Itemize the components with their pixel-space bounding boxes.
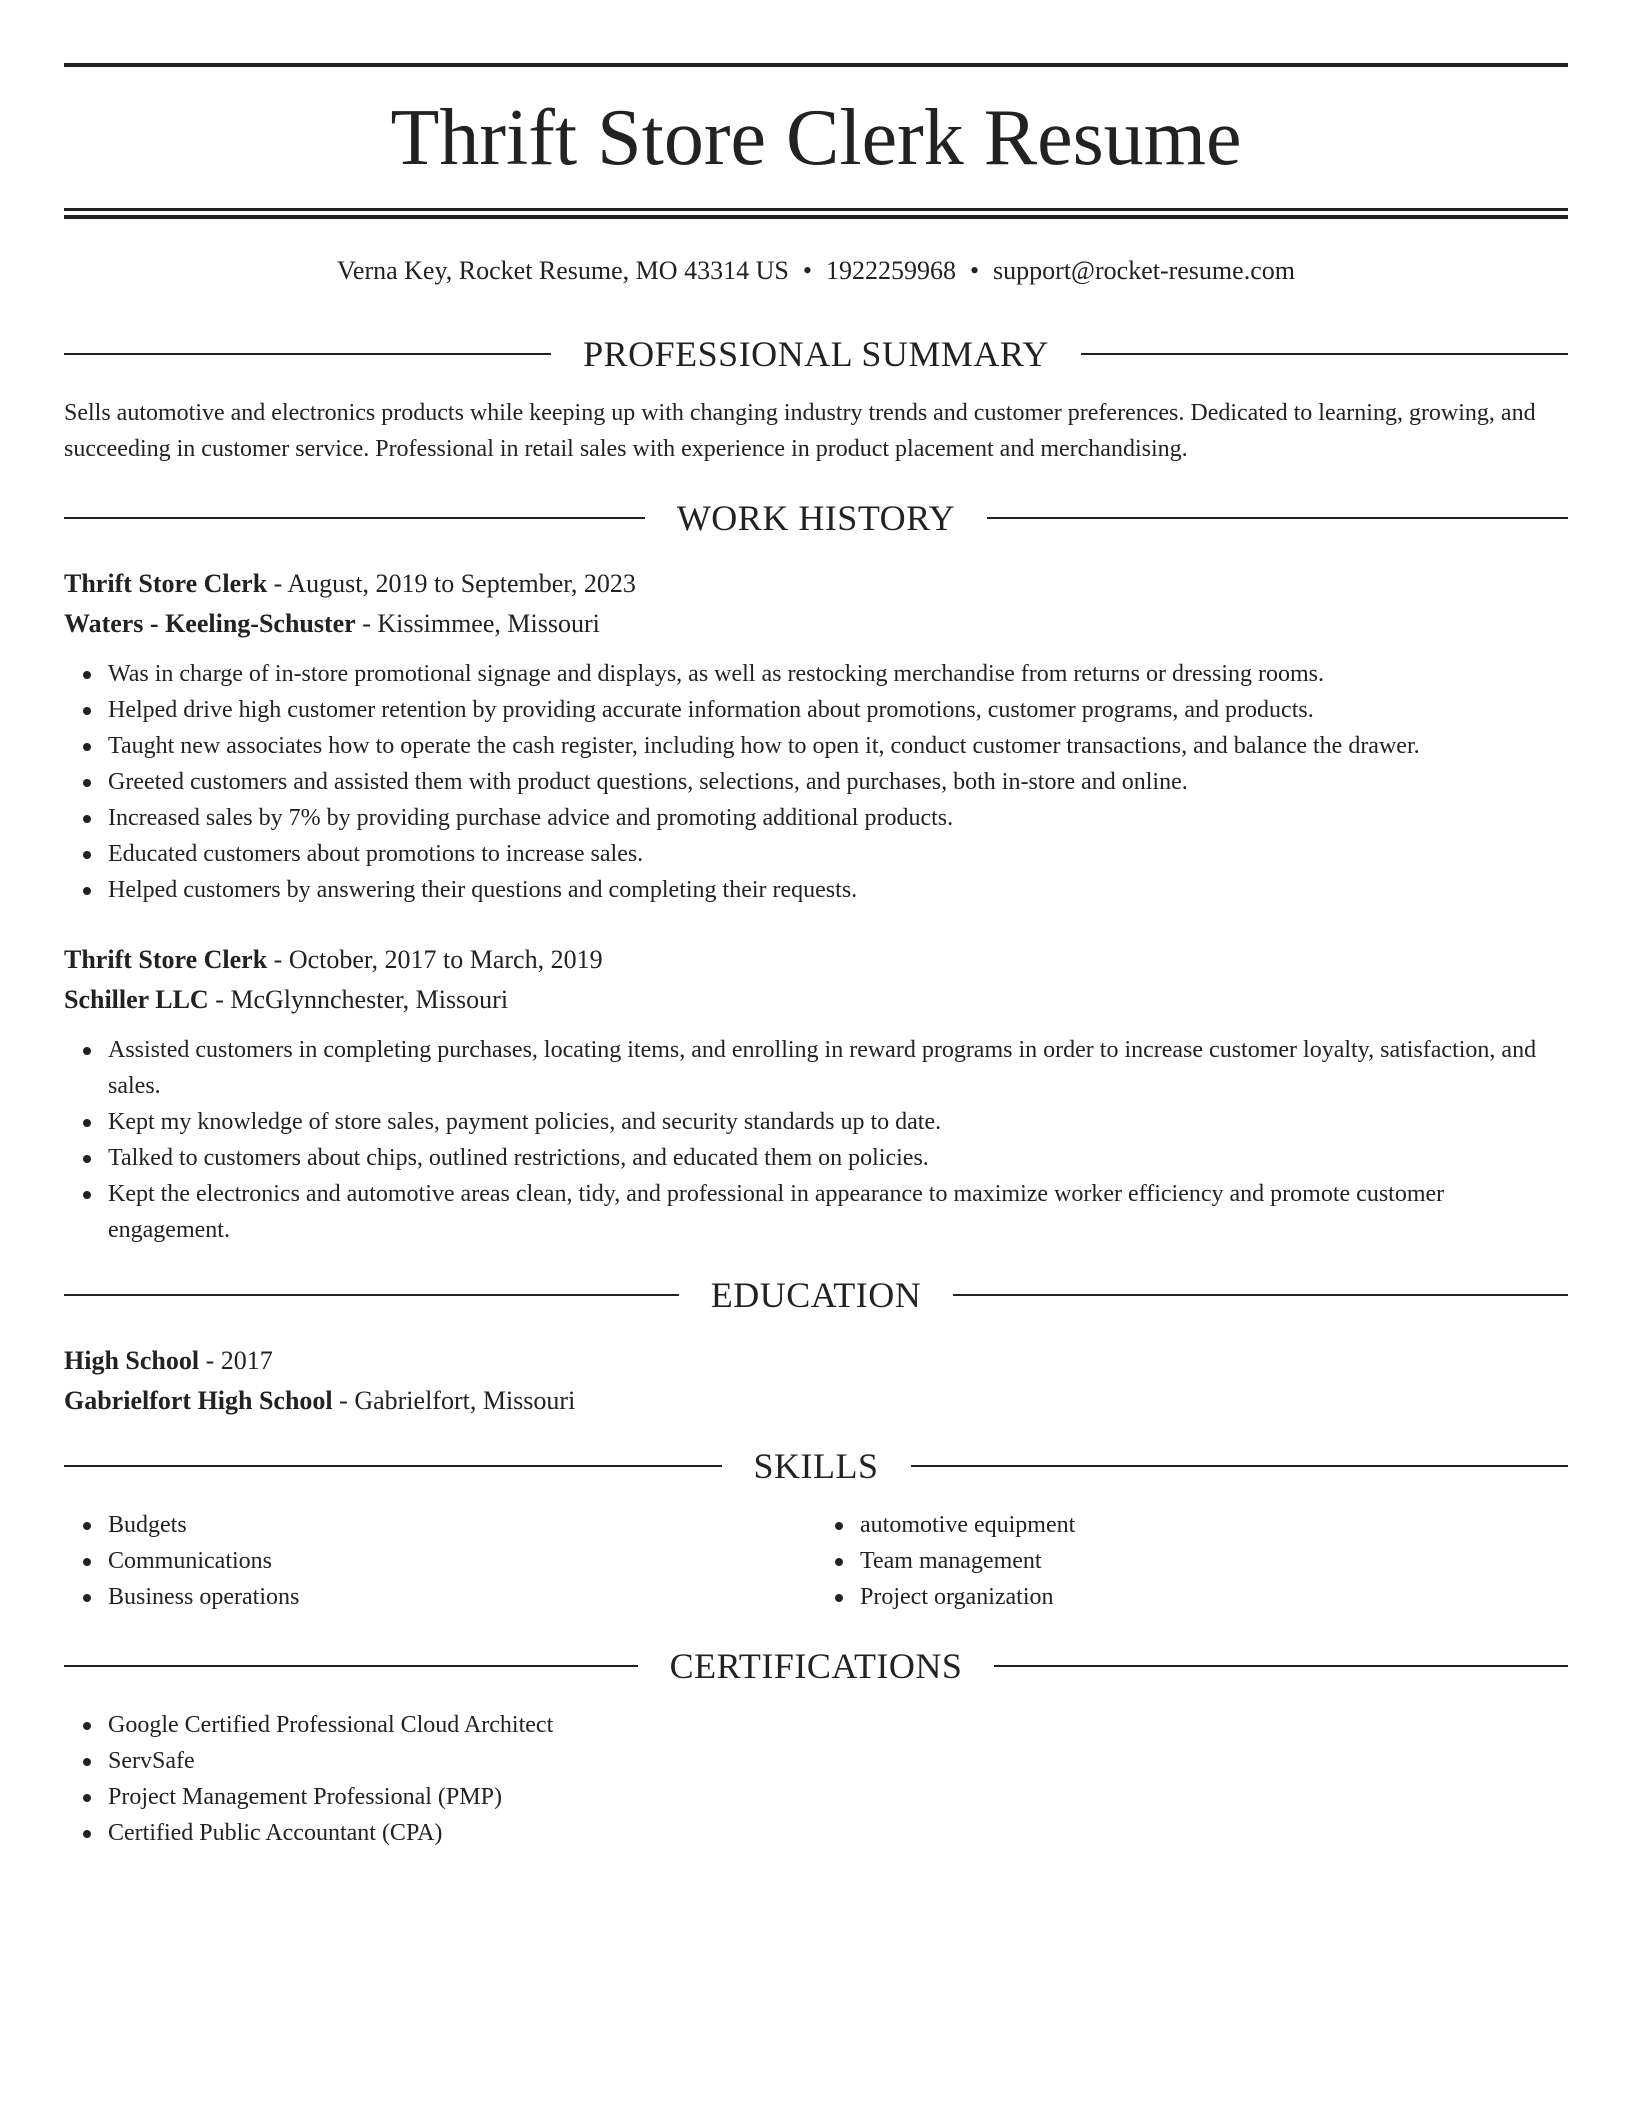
contact-separator: • <box>969 256 980 285</box>
heading-rule <box>64 353 551 355</box>
heading-rule <box>64 517 645 519</box>
heading-rule <box>911 1465 1569 1467</box>
list-item: Kept the electronics and automotive areas clean, tidy, and professional in appearance to maximize worker efficiency and promote customer engagement. <box>108 1176 1568 1248</box>
certifications-block <box>64 1707 1568 1851</box>
graduation-year: - 2017 <box>199 1346 273 1375</box>
education-entry <box>64 1341 1568 1421</box>
section-title: CERTIFICATIONS <box>669 1646 963 1686</box>
skill-item: Communications <box>108 1543 816 1579</box>
job-title: Thrift Store Clerk <box>64 945 268 974</box>
title-double-rule <box>64 208 1568 219</box>
heading-rule <box>994 1665 1568 1667</box>
heading-rule <box>64 1294 679 1296</box>
list-item: Greeted customers and assisted them with product questions, selections, and purchases, both in-store and online. <box>108 764 1568 800</box>
summary-block <box>64 395 1568 467</box>
job-title: Thrift Store Clerk <box>64 569 268 598</box>
list-item: Taught new associates how to operate the cash register, including how to open it, conduct customer transactions, and balance the drawer. <box>108 728 1568 764</box>
job-company: Waters - Keeling-Schuster <box>64 609 356 638</box>
job-dates: - August, 2019 to September, 2023 <box>267 569 636 598</box>
top-rule <box>64 63 1568 67</box>
job-entry <box>64 940 1568 1248</box>
heading-rule <box>64 1665 638 1667</box>
skills-column-left <box>64 1507 816 1615</box>
resume-title: Thrift Store Clerk Resume <box>390 94 1242 182</box>
skill-item: Business operations <box>108 1579 816 1615</box>
skill-item: Project organization <box>860 1579 1568 1615</box>
list-item: Assisted customers in completing purchases, locating items, and enrolling in reward programs in order to increase customer loyalty, satisfaction, and sales. <box>108 1032 1568 1104</box>
contact-email: support@rocket-resume.com <box>993 256 1295 285</box>
section-title: WORK HISTORY <box>676 498 956 538</box>
contact-address: Verna Key, Rocket Resume, MO 43314 US <box>337 256 789 285</box>
skill-item: Budgets <box>108 1507 816 1543</box>
job-title-line <box>64 940 1568 980</box>
section-title: EDUCATION <box>710 1275 922 1315</box>
job-dates: - October, 2017 to March, 2019 <box>267 945 603 974</box>
list-item: Was in charge of in-store promotional signage and displays, as well as restocking merchandise from returns or dressing rooms. <box>108 656 1568 692</box>
section-title: PROFESSIONAL SUMMARY <box>583 334 1049 374</box>
degree-line <box>64 1341 1568 1381</box>
heading-rule <box>1081 353 1568 355</box>
heading-rule <box>953 1294 1568 1296</box>
section-title: SKILLS <box>753 1446 879 1486</box>
section-heading-work <box>64 496 1568 540</box>
list-item: Increased sales by 7% by providing purchase advice and promoting additional products. <box>108 800 1568 836</box>
list-item: Helped drive high customer retention by providing accurate information about promotions, customer programs, and products. <box>108 692 1568 728</box>
skill-item: automotive equipment <box>860 1507 1568 1543</box>
list-item: Talked to customers about chips, outlined restrictions, and educated them on policies. <box>108 1140 1568 1176</box>
degree: High School <box>64 1346 200 1375</box>
list-item: Educated customers about promotions to increase sales. <box>108 836 1568 872</box>
list-item: Kept my knowledge of store sales, payment policies, and security standards up to date. <box>108 1104 1568 1140</box>
school-line <box>64 1381 1568 1421</box>
job-location: - McGlynnchester, Missouri <box>208 985 509 1014</box>
section-heading-skills <box>64 1444 1568 1488</box>
list-item: Helped customers by answering their questions and completing their requests. <box>108 872 1568 908</box>
job-location: - Kissimmee, Missouri <box>355 609 600 638</box>
contact-separator: • <box>802 256 812 285</box>
skill-item: Team management <box>860 1543 1568 1579</box>
job-company: Schiller LLC <box>64 985 209 1014</box>
heading-rule <box>987 517 1568 519</box>
job-title-line <box>64 564 1568 604</box>
section-heading-education <box>64 1273 1568 1317</box>
summary-text: Sells automotive and electronics products while keeping up with changing industry trends and customer preferences. Dedicated to learning, growing, and succeeding in customer service. Professional in retail sales with experience in product placement and merchandising. <box>64 400 1536 462</box>
school-location: - Gabrielfort, Missouri <box>332 1386 576 1415</box>
heading-rule <box>64 1465 722 1467</box>
skills-column-right <box>816 1507 1568 1615</box>
job-entry <box>64 564 1568 908</box>
certification-item: ServSafe <box>108 1743 1568 1779</box>
certification-item: Certified Public Accountant (CPA) <box>108 1815 1568 1851</box>
contact-line <box>64 253 1568 289</box>
job-bullets <box>64 1032 1568 1248</box>
job-bullets <box>64 656 1568 908</box>
certifications-list <box>64 1707 1568 1851</box>
section-heading-certifications <box>64 1644 1568 1688</box>
job-company-line <box>64 980 1568 1020</box>
school-name: Gabrielfort High School <box>64 1386 333 1415</box>
job-company-line <box>64 604 1568 644</box>
certification-item: Project Management Professional (PMP) <box>108 1779 1568 1815</box>
skills-grid <box>64 1507 1568 1615</box>
section-heading-summary <box>64 332 1568 376</box>
certification-item: Google Certified Professional Cloud Architect <box>108 1707 1568 1743</box>
contact-phone: 1922259968 <box>825 256 956 285</box>
